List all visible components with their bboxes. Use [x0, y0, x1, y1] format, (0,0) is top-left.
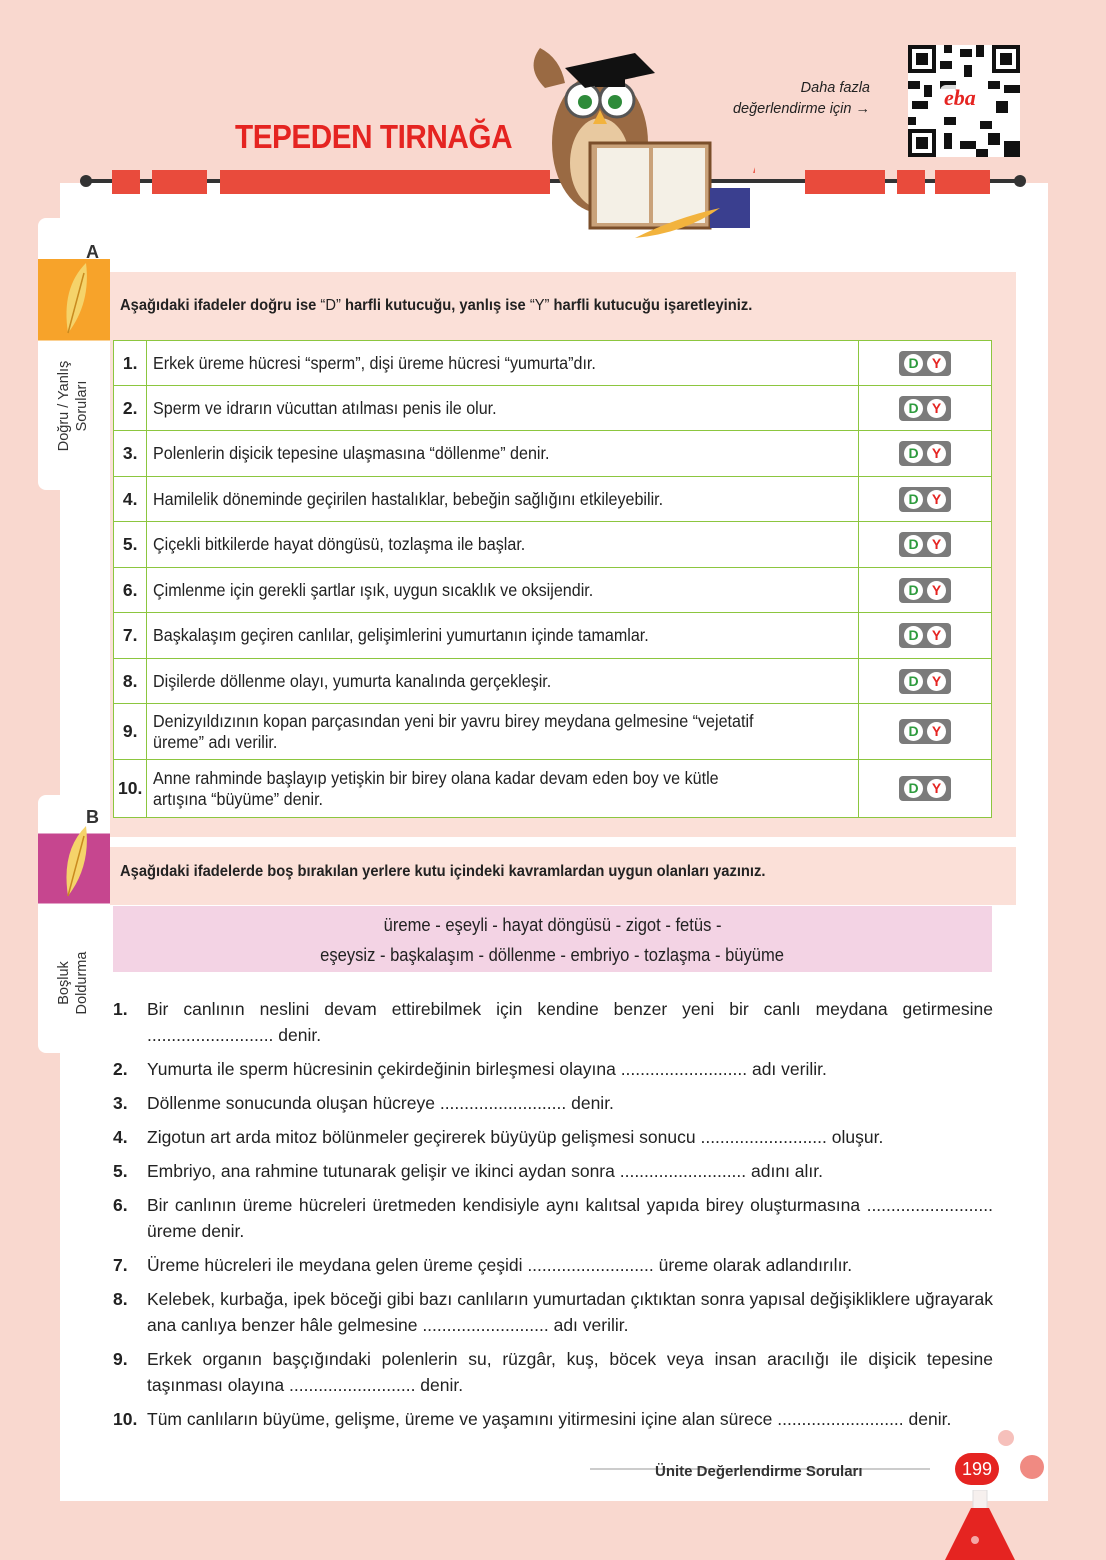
tf-statement-cell [147, 613, 859, 659]
tf-row [114, 659, 992, 704]
fill-item [113, 1192, 993, 1244]
tf-statement: Sperm ve idrarın vücuttan atılması penis ile olur. [153, 397, 497, 418]
section-b-side-label-line1: Boşluk [56, 961, 72, 1005]
section-b-instruction: Aşağıdaki ifadelerde boş bırakılan yerlere kutu içindeki kavramlardan uygun olanları yazınız. [120, 863, 766, 880]
rule-dot-left [80, 175, 92, 187]
fill-item [113, 1406, 993, 1432]
page-title: TEPEDEN TIRNAĞA [235, 118, 513, 155]
rule-segment [935, 170, 990, 194]
bubble-decoration [998, 1430, 1014, 1446]
tf-statement: Erkek üreme hücresi “sperm”, dişi üreme hücresi “yumurta”dır. [153, 352, 597, 373]
eba-caption-line1: Daha fazla [800, 80, 870, 96]
tf-statement: Çiçekli bitkilerde hayat döngüsü, tozlaşma ile başlar. [153, 534, 526, 554]
tf-statement-cell [147, 704, 859, 760]
tf-statement-cell [147, 341, 859, 386]
fill-number: 5. [113, 1161, 128, 1181]
rule-segment [897, 170, 925, 194]
rule-segment [112, 170, 140, 194]
qr-code[interactable] [908, 45, 1020, 157]
fill-item [113, 1158, 993, 1184]
tf-row [114, 704, 992, 760]
section-a-letter: A [86, 242, 99, 262]
word-bank [113, 906, 992, 972]
tf-answer-box [899, 719, 951, 744]
tf-row [114, 613, 992, 659]
tf-answer-cell [859, 659, 992, 704]
tf-answer-cell [859, 522, 992, 568]
false-checkbox[interactable]: Y [927, 399, 946, 418]
false-checkbox[interactable]: Y [927, 722, 946, 741]
tf-number: 5. [114, 522, 147, 568]
tf-number: 4. [114, 477, 147, 522]
fill-item [113, 1090, 993, 1116]
fill-sentence[interactable]: Yumurta ile sperm hücresinin çekirdeğinin birleşmesi olayına .......................... adı verilir. [147, 1059, 827, 1079]
tf-answer-cell [859, 341, 992, 386]
tf-answer-cell [859, 760, 992, 818]
false-checkbox[interactable]: Y [927, 779, 946, 798]
tf-row [114, 386, 992, 431]
fill-sentence[interactable]: Erkek organın başçığındaki polenlerin su, rüzgâr, kuş, böcek veya insan aracılığı ile dişicik tepesine taşınması olayına .......................... denir. [147, 1349, 993, 1395]
section-a-tab [38, 218, 110, 490]
tf-statement: Anne rahminde başlayıp yetişkin bir birey olana kadar devam eden boy ve kütle [153, 767, 719, 788]
tf-statement: Denizyıldızının kopan parçasından yeni bir yavru birey meydana gelmesine “vejetatif [153, 710, 754, 731]
fill-sentence[interactable]: Döllenme sonucunda oluşan hücreye .......................... denir. [147, 1093, 614, 1113]
tf-answer-cell [859, 704, 992, 760]
tf-number: 6. [114, 568, 147, 613]
fill-item [113, 1252, 993, 1278]
true-false-table [113, 340, 992, 818]
tf-statement-cell [147, 477, 859, 522]
tf-answer-box [899, 669, 951, 694]
section-b-side-label-line2: Doldurma [74, 951, 90, 1015]
tf-statement-cell [147, 386, 859, 431]
rule-dot-right [1014, 175, 1026, 187]
tf-answer-cell [859, 431, 992, 477]
tf-statement: Başkalaşım geçiren canlılar, gelişimlerini yumurtanın içinde tamamlar. [153, 625, 650, 645]
eba-logo: eba [940, 85, 980, 111]
false-checkbox[interactable]: Y [927, 535, 946, 554]
tf-answer-cell [859, 386, 992, 431]
true-checkbox[interactable]: D [904, 490, 923, 509]
fill-sentence[interactable]: Bir canlının üreme hücreleri üretmeden kendisiyle aynı kalıtsal yapıda birey oluşturmasına .......................... üreme denir. [147, 1195, 993, 1241]
fill-number: 6. [113, 1195, 128, 1215]
fill-sentence[interactable]: Kelebek, kurbağa, ipek böceği gibi bazı canlıların yumurtadan çıktıktan sonra yapısal değişikliklere uğrayarak ana canlıya benzer hâle gelmesine .......................... adı verilir. [147, 1289, 993, 1335]
page-number: 199 [955, 1453, 999, 1485]
bubble-decoration [1020, 1455, 1044, 1479]
true-checkbox[interactable]: D [904, 399, 923, 418]
tf-row [114, 431, 992, 477]
fill-number: 8. [113, 1289, 128, 1309]
false-checkbox[interactable]: Y [927, 672, 946, 691]
fill-number: 9. [113, 1349, 128, 1369]
fill-item [113, 1286, 993, 1338]
true-checkbox[interactable]: D [904, 535, 923, 554]
section-a-side-label-line1: Doğru / Yanlış [56, 360, 72, 452]
tf-number: 10. [114, 760, 147, 818]
eba-caption [720, 78, 870, 120]
fill-item [113, 996, 993, 1048]
true-checkbox[interactable]: D [904, 672, 923, 691]
tf-answer-box [899, 396, 951, 421]
fill-sentence[interactable]: Tüm canlıların büyüme, gelişme, üreme ve yaşamını yitirmesini içine alan sürece .......................... denir. [147, 1409, 952, 1429]
instruction-part: harfli kutucuğu işaretleyiniz. [549, 297, 753, 314]
section-b-letter: B [86, 807, 99, 827]
tf-number: 2. [114, 386, 147, 431]
true-checkbox[interactable]: D [904, 779, 923, 798]
rule-segment [220, 170, 550, 194]
tf-row [114, 760, 992, 818]
tf-answer-box [899, 441, 951, 466]
fill-item [113, 1056, 993, 1082]
false-checkbox[interactable]: Y [927, 444, 946, 463]
tf-answer-cell [859, 613, 992, 659]
tf-statement-cell [147, 568, 859, 613]
eba-caption-line2: değerlendirme için → [732, 101, 870, 117]
feather-icon [56, 821, 96, 901]
fill-number: 10. [113, 1409, 138, 1429]
tf-statement-cell [147, 431, 859, 477]
true-checkbox[interactable]: D [904, 722, 923, 741]
section-a-instruction [120, 297, 752, 315]
tf-statement-cell [147, 522, 859, 568]
feather-icon [56, 258, 96, 338]
true-checkbox[interactable]: D [904, 626, 923, 645]
fill-item [113, 1346, 993, 1398]
tf-answer-box [899, 776, 951, 801]
tf-statement-cell [147, 760, 859, 818]
fill-sentence[interactable]: Bir canlının neslini devam ettirebilmek için kendine benzer yeni bir canlı meydana getirmesine .......................... denir. [147, 999, 993, 1045]
word-bank-line2: eşeysiz - başkalaşım - döllenme - embriyo - tozlaşma - büyüme [320, 945, 785, 965]
true-checkbox[interactable]: D [904, 444, 923, 463]
section-b-side-label [55, 908, 91, 1058]
false-checkbox[interactable]: Y [927, 354, 946, 373]
section-a-side-label [55, 331, 91, 481]
tf-statement-cont: üreme” adı verilir. [153, 731, 278, 752]
false-checkbox[interactable]: Y [927, 626, 946, 645]
footer-label: Ünite Değerlendirme Soruları [655, 1463, 863, 1480]
tf-answer-box [899, 487, 951, 512]
tf-number: 1. [114, 341, 147, 386]
true-checkbox[interactable]: D [904, 581, 923, 600]
fill-number: 3. [113, 1093, 128, 1113]
instruction-part: harfli kutucuğu, yanlış ise [340, 297, 530, 314]
fill-number: 7. [113, 1255, 128, 1275]
section-b-tab [38, 795, 110, 1053]
tf-answer-box [899, 623, 951, 648]
tf-number: 7. [114, 613, 147, 659]
tf-statement: Dişilerde döllenme olayı, yumurta kanalında gerçekleşir. [153, 670, 552, 691]
fill-number: 2. [113, 1059, 128, 1079]
tf-statement: Polenlerin dişicik tepesine ulaşmasına “döllenme” denir. [153, 443, 550, 463]
section-a-side-label-line2: Soruları [74, 380, 90, 432]
tf-statement: Hamilelik döneminde geçirilen hastalıklar, bebeğin sağlığını etkileyebilir. [153, 488, 664, 509]
tf-answer-box [899, 532, 951, 557]
tf-number: 8. [114, 659, 147, 704]
instruction-quote: “Y” [529, 297, 550, 314]
tf-row [114, 477, 992, 522]
tf-row [114, 522, 992, 568]
tf-answer-box [899, 578, 951, 603]
false-checkbox[interactable]: Y [927, 490, 946, 509]
tf-statement: Çimlenme için gerekli şartlar ışık, uygun sıcaklık ve oksijendir. [153, 579, 594, 600]
tf-number: 9. [114, 704, 147, 760]
tf-statement-cell [147, 659, 859, 704]
tf-answer-cell [859, 477, 992, 522]
flask-icon [935, 1490, 1025, 1560]
fill-in-list [113, 996, 993, 1440]
tf-number: 3. [114, 431, 147, 477]
fill-item [113, 1124, 993, 1150]
tf-row [114, 568, 992, 613]
true-checkbox[interactable]: D [904, 354, 923, 373]
tf-statement-cont: artışına “büyüme” denir. [153, 788, 324, 809]
tf-answer-cell [859, 568, 992, 613]
false-checkbox[interactable]: Y [927, 581, 946, 600]
fill-sentence[interactable]: Üreme hücreleri ile meydana gelen üreme çeşidi .......................... üreme olarak adlandırılır. [147, 1255, 853, 1275]
tf-answer-box [899, 351, 951, 376]
fill-sentence[interactable]: Embriyo, ana rahmine tutunarak gelişir ve ikinci aydan sonra .......................... adını alır. [147, 1161, 823, 1181]
instruction-part: Aşağıdaki ifadeler doğru ise [120, 297, 321, 314]
tf-row [114, 341, 992, 386]
fill-number: 1. [113, 999, 128, 1019]
owl-illustration [505, 28, 755, 248]
word-bank-line1: üreme - eşeyli - hayat döngüsü - zigot - fetüs - [383, 915, 722, 935]
fill-sentence[interactable]: Zigotun art arda mitoz bölünmeler geçirerek büyüyüp gelişmesi sonucu .......................... oluşur. [147, 1127, 884, 1147]
rule-segment [805, 170, 885, 194]
instruction-quote: “D” [320, 297, 341, 314]
rule-segment [152, 170, 207, 194]
fill-number: 4. [113, 1127, 128, 1147]
